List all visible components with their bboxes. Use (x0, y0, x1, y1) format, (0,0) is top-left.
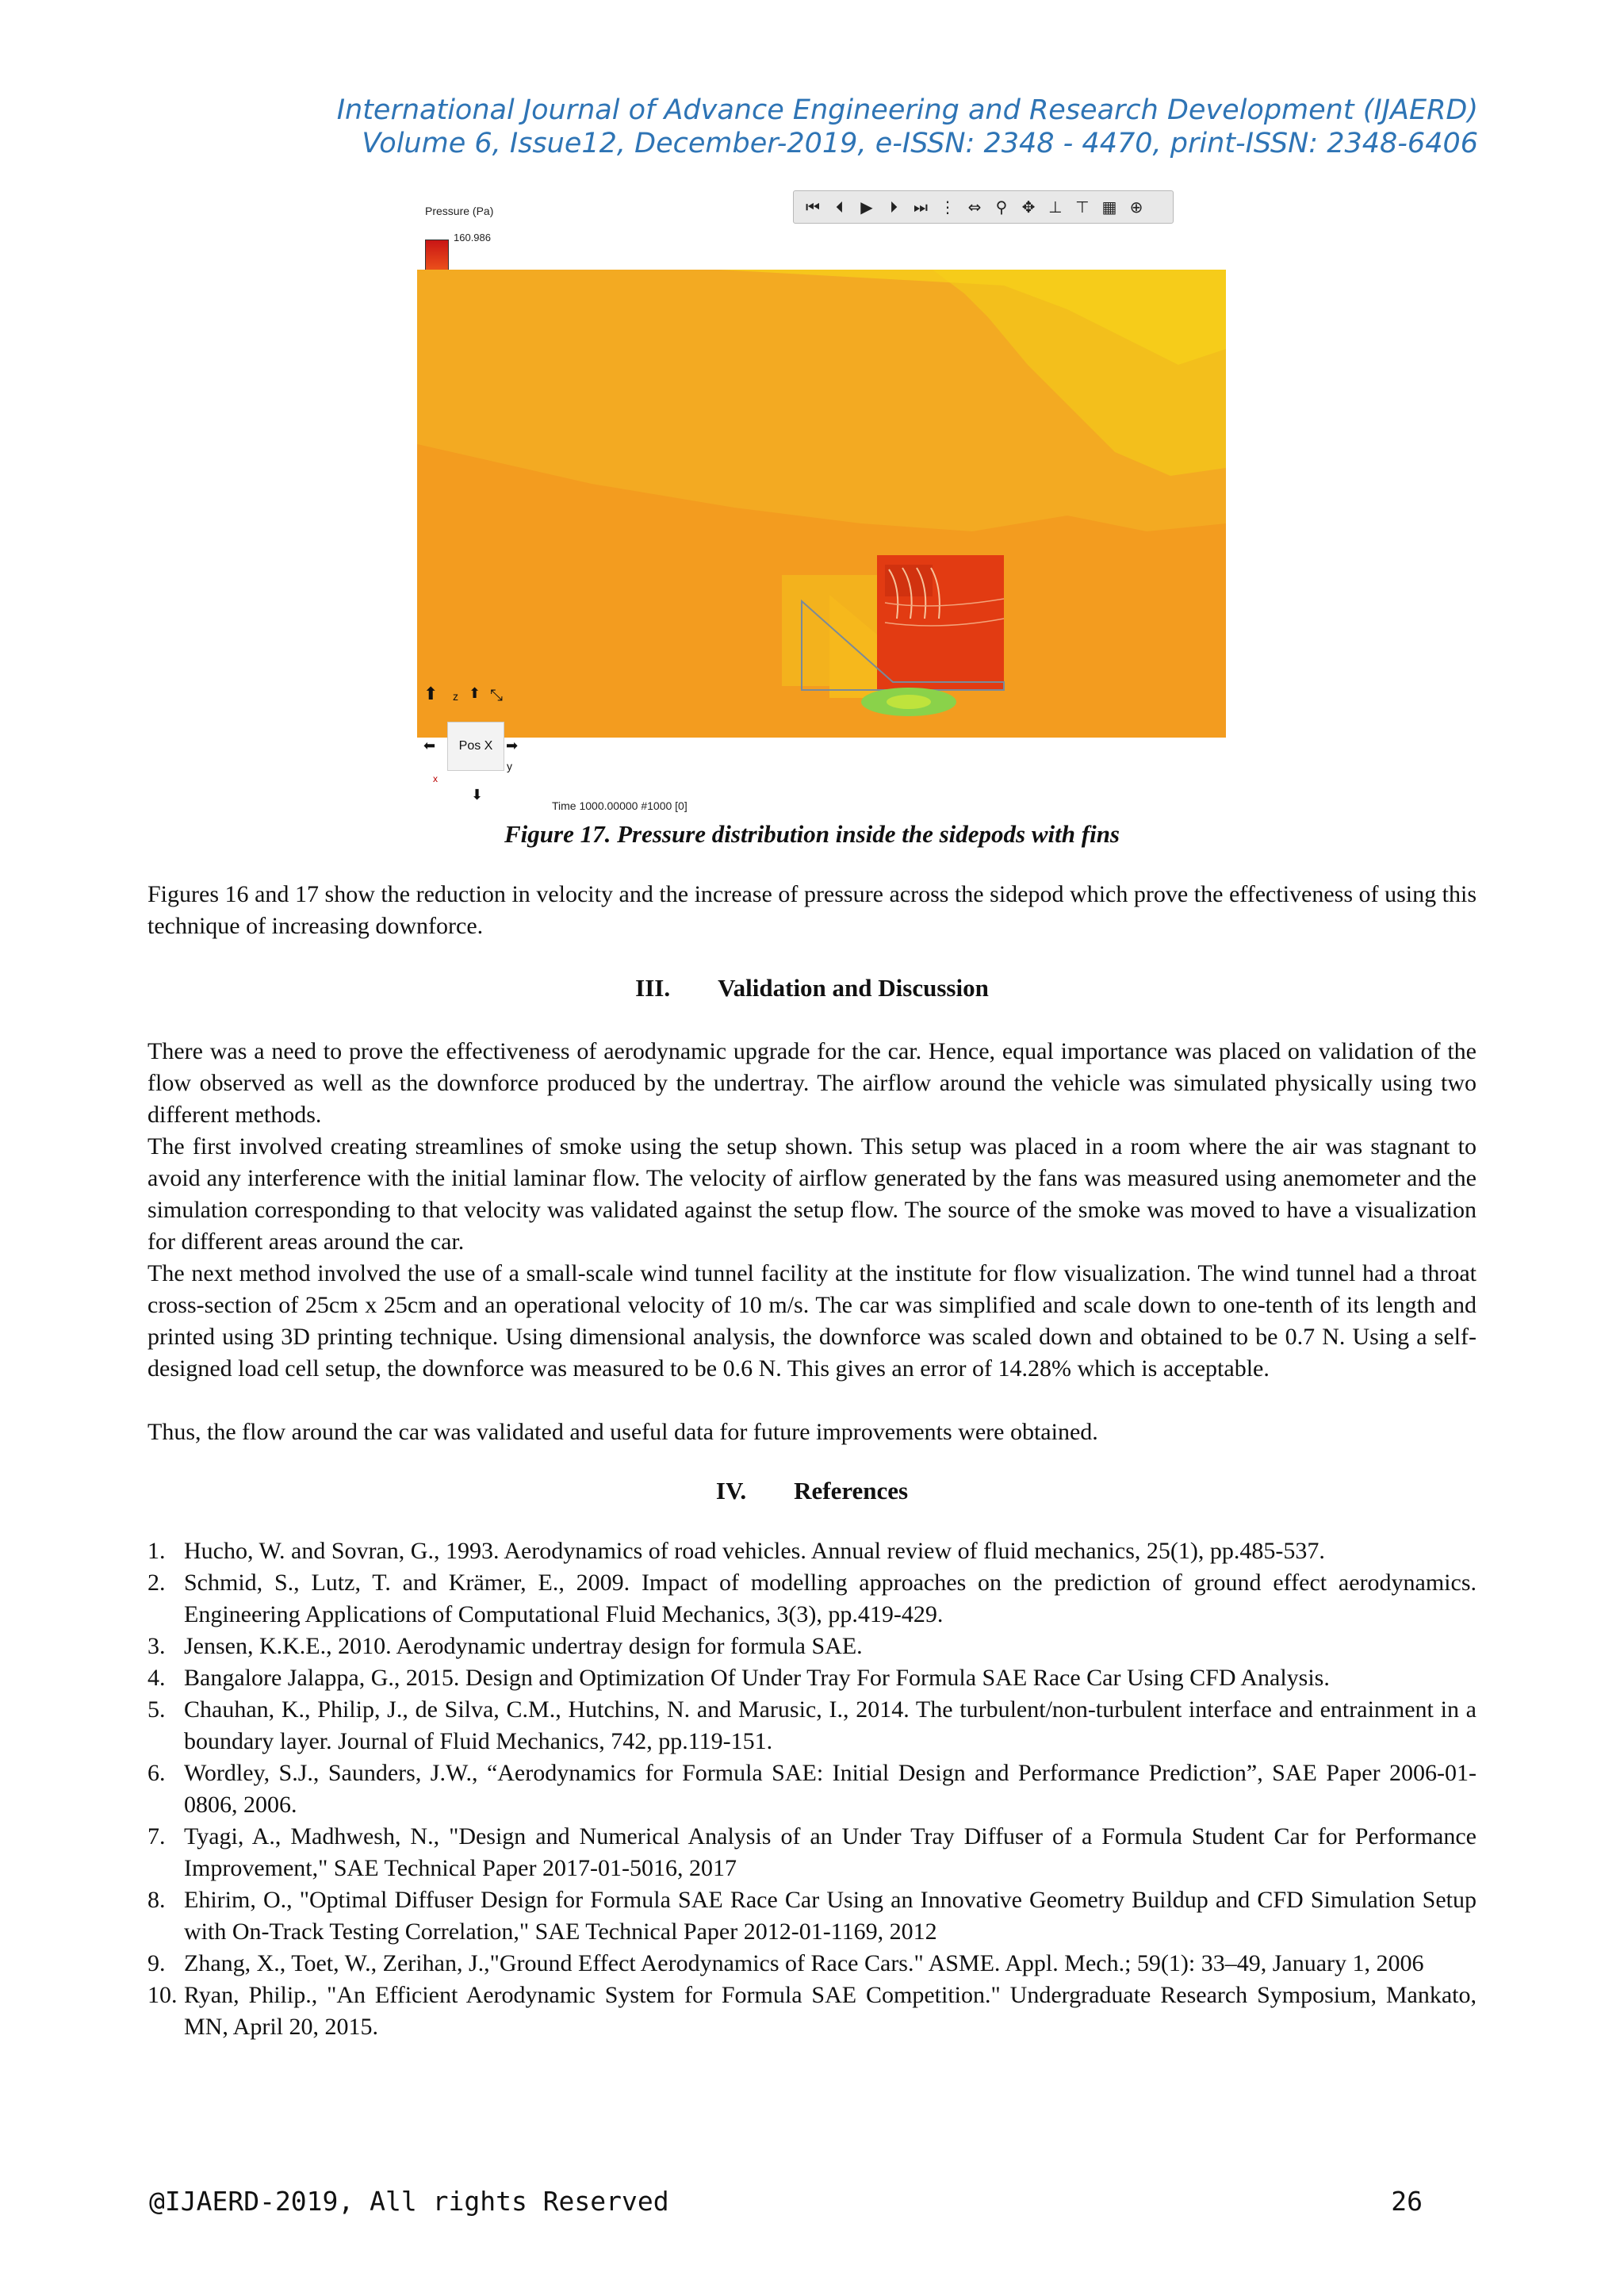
section-heading-references (0, 1477, 1624, 1505)
swap-icon[interactable]: ⇔ (967, 197, 982, 217)
move-icon[interactable]: ✥ (1021, 197, 1036, 217)
arrow-right-icon[interactable]: ➡ (506, 738, 519, 753)
paragraph-validation-2: The first involved creating streamlines of smoke using the setup shown. This setup was placed in a room where the air was stagnant to avoid any interference with the initial laminar flow. The velocity of airflow generated by the fans was measured using anemometer and the simulation corresponding to that velocity was validated against the setup flow. The source of the smoke was moved to have a visualization for different areas around the car. (147, 1133, 1477, 1255)
target-icon[interactable]: ⊕ (1129, 197, 1143, 217)
section-number: III. (635, 974, 671, 1002)
step-back-icon[interactable]: ⏴ (836, 197, 844, 217)
pressure-legend-title: Pressure (Pa) (425, 205, 494, 217)
paragraph-validation-3: The next method involved the use of a small-scale wind tunnel facility at the institute for flow visualization. The wind tunnel had a throat cross-section of 25cm x 25cm and an operational velocity of 10 m/s. The car was simplified and scale down to one-tenth of its length and printed using 3D printing technique. Using dimensional analysis, the downforce was scaled down and obtained to be 0.7 N. Using a self-designed load cell setup, the downforce was measured to be 0.6 N. This gives an error of 14.28% which is acceptable. (147, 1260, 1477, 1382)
reference-item: 3. Jensen, K.K.E., 2010. Aerodynamic undertray design for formula SAE. (147, 1633, 863, 1659)
section-title: References (794, 1477, 909, 1504)
arrow-up-icon[interactable]: ⬆ (423, 684, 439, 703)
reference-list (147, 1535, 1477, 2043)
plane-icon[interactable]: ⊥ (1048, 197, 1063, 217)
journal-title: International Journal of Advance Engineering and Research Development (IJAERD) (336, 94, 1478, 126)
reference-item: 8. Ehirim, O., "Optimal Diffuser Design for Formula SAE Race Car Using an Innovative Geometry Buildup and CFD Simulation Setup with On-Track Testing Correlation," SAE Technical Paper 2012-01-1169, 2012 (147, 1887, 1477, 1945)
paragraph-figures: Figures 16 and 17 show the reduction in velocity and the increase of pressure across the sidepod which prove the effectiveness of using this technique of increasing downforce. (147, 881, 1477, 939)
page-number: 26 (1391, 2186, 1423, 2217)
journal-header (337, 94, 1478, 160)
more-icon[interactable]: ⋮ (940, 197, 956, 217)
last-frame-icon[interactable]: ⏭ (914, 197, 928, 217)
view-position-box[interactable] (447, 722, 504, 771)
axis-y-label: y (507, 760, 512, 772)
step-forward-icon[interactable]: ⏵ (890, 197, 898, 217)
reference-item: 4. Bangalore Jalappa, G., 2015. Design and Optimization Of Under Tray For Formula SAE Race Car Using CFD Analysis. (147, 1665, 1330, 1691)
paragraph-validation-1: There was a need to prove the effectiveness of aerodynamic upgrade for the car. Hence, equal importance was placed on validation of the flow observed as well as the downforce produced by the undertray. The airflow around the vehicle was simulated physically using two different methods. (147, 1038, 1477, 1128)
arrow-down-icon[interactable]: ⬇ (471, 787, 484, 803)
chart-icon[interactable]: ▦ (1101, 197, 1117, 217)
figure-caption: Figure 17. Pressure distribution inside the sidepods with fins (504, 820, 1120, 848)
simulation-contour-plot (417, 270, 1226, 738)
figure-17 (417, 190, 1226, 817)
walk-icon[interactable]: ⚲ (995, 197, 1008, 217)
rotate-diagonal-icon[interactable]: ⤡ (490, 687, 503, 704)
play-icon[interactable]: ▶ (860, 197, 873, 217)
reference-item: 10. Ryan, Philip., "An Efficient Aerodynamic System for Formula SAE Competition." Undergraduate Research Symposium, Mankato, MN, April 20, 2015. (147, 1982, 1477, 2040)
playback-toolbar (793, 190, 1174, 224)
reference-item: 2. Schmid, S., Lutz, T. and Krämer, E., 2009. Impact of modelling approaches on the prediction of ground effect aerodynamics. Engineering Applications of Computational Fluid Mechanics, 3(3), pp.419-429. (147, 1570, 1477, 1627)
reference-item: 9. Zhang, X., Toet, W., Zerihan, J.,"Ground Effect Aerodynamics of Race Cars." ASME. Appl. Mech.; 59(1): 33–49, January 1, 2006 (147, 1950, 1424, 1976)
footer-copyright: @IJAERD-2019, All rights Reserved (149, 2186, 669, 2217)
pressure-value: 160.986 (454, 232, 491, 243)
split-icon[interactable]: ⊤ (1075, 197, 1090, 217)
section-title: Validation and Discussion (718, 974, 989, 1002)
axis-x-label: x (433, 773, 438, 784)
first-frame-icon[interactable]: ⏮ (806, 197, 820, 217)
reference-item: 6. Wordley, S.J., Saunders, J.W., “Aerodynamics for Formula SAE: Initial Design and Performance Prediction”, SAE Paper 2006-01-0806, 2006. (147, 1760, 1477, 1818)
reference-item: 1. Hucho, W. and Sovran, G., 1993. Aerodynamics of road vehicles. Annual review of fluid mechanics, 25(1), pp.485-537. (147, 1538, 1325, 1564)
paragraph-validation-4: Thus, the flow around the car was validated and useful data for future improvements were obtained. (147, 1419, 1098, 1445)
view-position-label: Pos X (458, 739, 493, 753)
axis-z-label: z (453, 690, 458, 703)
reference-item: 7. Tyagi, A., Madhwesh, N., "Design and Numerical Analysis of an Under Tray Diffuser of a Formula Student Car for Performance Improvement," SAE Technical Paper 2017-01-5016, 2017 (147, 1823, 1477, 1881)
section-heading-validation (0, 974, 1624, 1002)
reference-item: 5. Chauhan, K., Philip, J., de Silva, C.M., Hutchins, N. and Marusic, I., 2014. The turbulent/non-turbulent interface and entrainment in a boundary layer. Journal of Fluid Mechanics, 742, pp.119-151. (147, 1696, 1477, 1754)
time-readout: Time 1000.00000 #1000 [0] (552, 799, 688, 812)
rotate-up-icon[interactable]: ⬆ (469, 685, 481, 701)
arrow-left-icon[interactable]: ⬅ (423, 738, 436, 753)
section-number: IV. (715, 1477, 747, 1504)
journal-volume: Volume 6, Issue12, December-2019, e-ISSN: 2348 - 4470, print-ISSN: 2348-6406 (362, 128, 1478, 159)
